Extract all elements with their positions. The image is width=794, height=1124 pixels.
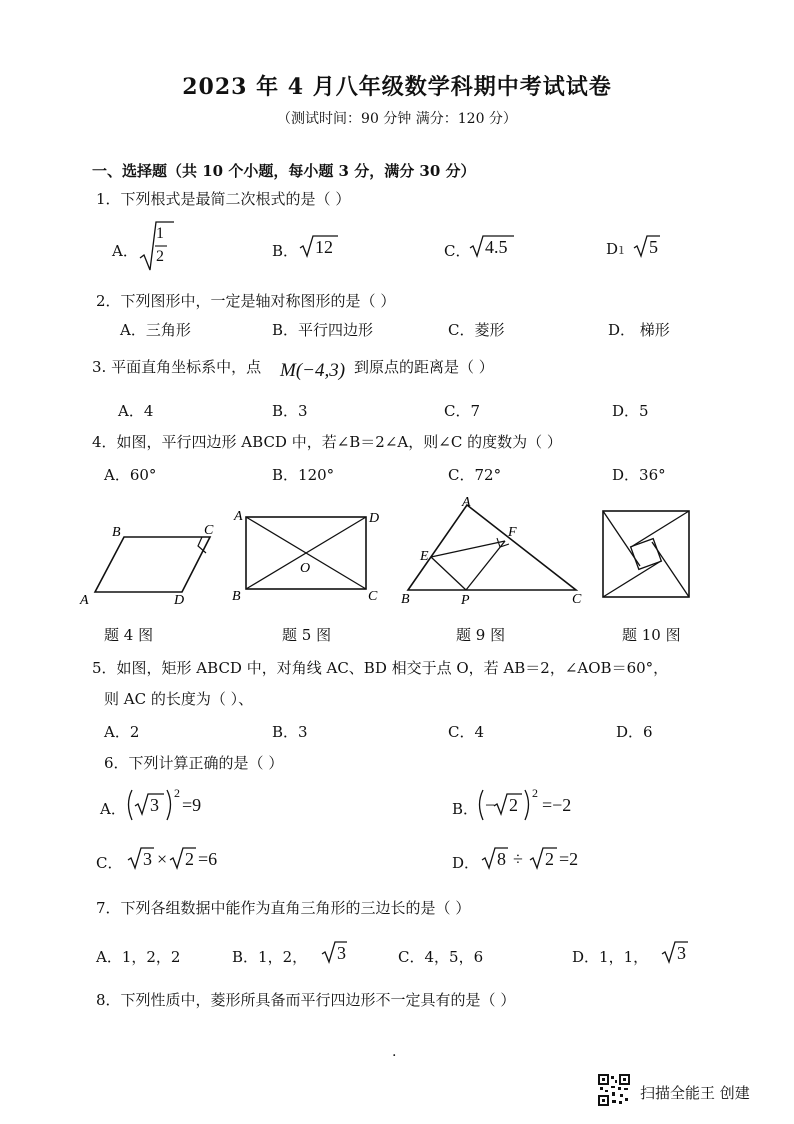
fig10-line-1 [603, 511, 640, 566]
q7-option-a: A．1，2，2 [96, 948, 181, 966]
q3-point: M(−4,3) [280, 360, 346, 381]
q1a-denominator: 2 [156, 248, 164, 265]
q6c-tail: =6 [198, 849, 218, 869]
q7d-radicand: 3 [677, 943, 686, 963]
q6-option-c-label: C． [96, 854, 123, 872]
scanner-watermark: 扫描全能王 创建 [640, 1084, 750, 1102]
q6c-times: × [157, 849, 168, 869]
question-8-stem: 8．下列性质中，菱形所具备而平行四边形不一定具有的是（ ） [96, 991, 516, 1009]
question-5-stem-line1: 5．如图，矩形 ABCD 中，对角线 AC、BD 相交于点 O，若 AB＝2，∠AOB＝60°， [92, 659, 669, 677]
q4-option-b: B．120° [272, 466, 335, 484]
fig4-angle-mark [198, 537, 206, 553]
fig5-label-a: A [234, 509, 243, 524]
q6c-radicand-2: 2 [185, 849, 194, 869]
q5-option-d: D．6 [616, 723, 653, 741]
fig4-label-a: A [80, 593, 89, 608]
fig9-triangle [408, 505, 576, 590]
question-1-stem: 1．下列根式是最简二次根式的是（ ） [96, 190, 351, 208]
q5-option-a: A．2 [104, 723, 140, 741]
q7-option-b: B．1，2， [232, 948, 308, 966]
q6b-neg: − [485, 795, 496, 815]
fig10-inner-square [631, 539, 662, 570]
q6a-tail: =9 [182, 795, 202, 815]
question-5-stem-line2: 则 AC 的长度为（ ）、 [104, 690, 254, 708]
q5-option-b: B．3 [272, 723, 308, 741]
fig5-label-b: B [232, 589, 241, 604]
q1-option-b-label: B． [272, 242, 299, 260]
question-4-stem: 4．如图，平行四边形 ABCD 中，若∠B＝2∠A，则∠C 的度数为（ ） [92, 433, 562, 451]
q7b-radicand: 3 [337, 943, 346, 963]
figure-4 [79, 523, 214, 608]
q4-option-d: D．36° [612, 466, 666, 484]
question-3-stem-post: 到原点的距离是（ ） [354, 358, 494, 376]
q1-option-c-label: C． [444, 242, 471, 260]
fig9-label-c: C [572, 592, 582, 607]
q6b-radicand: 2 [509, 795, 518, 815]
fig10-outer-square [603, 511, 689, 597]
q2-option-c: C．菱形 [448, 321, 505, 339]
question-7-stem: 7．下列各组数据中能作为直角三角形的三边长的是（ ） [96, 899, 471, 917]
fig9-label-e: E [420, 549, 429, 564]
fig4-label-b: B [112, 525, 121, 540]
fig4-label-d: D [174, 593, 185, 608]
qr-code-icon [598, 1074, 630, 1106]
q6a-exponent: 2 [174, 786, 180, 800]
q2-option-a: A．三角形 [120, 321, 191, 339]
q6d-radicand-1: 8 [497, 849, 506, 869]
fig9-label-b: B [401, 592, 410, 607]
footer-dot: . [392, 1044, 397, 1060]
q6d-radicand-2: 2 [545, 849, 554, 869]
fig5-label-o: O [300, 561, 311, 576]
fig9-label-f: F [508, 525, 517, 540]
q6b-tail: =−2 [542, 795, 572, 815]
question-3-stem-pre: 3. 平面直角坐标系中，点 [92, 358, 262, 376]
question-2-stem: 2．下列图形中，一定是轴对称图形的是（ ） [96, 292, 396, 310]
question-6-stem: 6．下列计算正确的是（ ） [104, 754, 284, 772]
fig4-label-c: C [204, 523, 214, 538]
q6-option-d-label: D． [452, 854, 480, 872]
q5-option-c: C．4 [448, 723, 485, 741]
q4-option-c: C．72° [448, 466, 502, 484]
caption-fig4: 题 4 图 [104, 626, 154, 644]
q6d-tail: =2 [559, 849, 579, 869]
fig9-segment-ep [431, 557, 466, 590]
q1d-radicand: 5 [649, 237, 658, 257]
figure-10 [603, 511, 689, 597]
q6-option-a-label: A． [100, 800, 126, 818]
q1a-numerator: 1 [156, 225, 164, 242]
fig9-label-a: A [462, 495, 471, 510]
q7-option-d: D．1，1， [572, 948, 649, 966]
caption-fig10: 题 10 图 [622, 626, 681, 644]
fig9-label-p: P [461, 593, 470, 608]
q1-option-d-label: D [606, 240, 619, 258]
caption-fig5: 题 5 图 [282, 626, 332, 644]
section-heading: 一、选择题（共 10 个小题，每小题 3 分，满分 30 分） [92, 162, 476, 180]
q6a-radicand: 3 [150, 795, 159, 815]
q6b-exponent: 2 [532, 786, 538, 800]
q2-option-d: D． 梯形 [608, 321, 670, 339]
q6d-div: ÷ [513, 849, 523, 869]
q1c-radicand: 4.5 [485, 237, 508, 257]
q3-option-d: D．5 [612, 402, 649, 420]
page-title: 2023 年 4 月八年级数学科期中考试试卷 [182, 74, 612, 100]
fig4-parallelogram [95, 537, 210, 592]
q7-option-c: C．4，5，6 [398, 948, 484, 966]
fig10-line-2 [631, 511, 689, 547]
q3-option-a: A．4 [118, 402, 154, 420]
q1b-radicand: 12 [315, 237, 333, 257]
q4-option-a: A．60° [104, 466, 157, 484]
fig10-line-3 [652, 542, 689, 597]
q2-option-b: B．平行四边形 [272, 321, 374, 339]
q1-option-a-label: A． [112, 242, 138, 260]
caption-fig9: 题 9 图 [456, 626, 506, 644]
page-subtitle: （测试时间：90 分钟 满分：120 分） [277, 111, 517, 127]
q3-option-c: C．7 [444, 402, 481, 420]
q1-mark: ı [619, 240, 624, 258]
fig5-label-c: C [368, 589, 378, 604]
fig5-label-d: D [369, 511, 380, 526]
fig10-line-4 [603, 561, 661, 597]
q3-option-b: B．3 [272, 402, 308, 420]
figure-5 [232, 509, 379, 604]
q6c-radicand-1: 3 [143, 849, 152, 869]
q6-option-b-label: B． [452, 800, 479, 818]
figure-9 [401, 495, 582, 608]
